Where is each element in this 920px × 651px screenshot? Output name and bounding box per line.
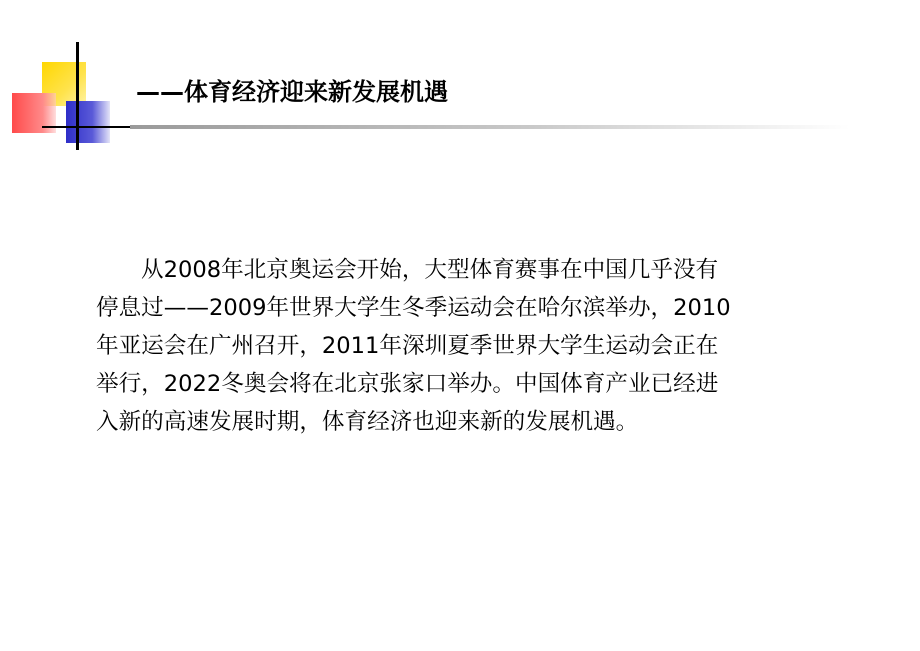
paragraph-line: 停息过——2009年世界大学生冬季运动会在哈尔滨举办，2010 — [96, 295, 731, 321]
title-underline-rule — [130, 125, 850, 129]
vertical-line — [76, 42, 79, 150]
paragraph-line: 从2008年北京奥运会开始，大型体育赛事在中国几乎没有 — [141, 257, 719, 283]
paragraph-line: 入新的高速发展时期，体育经济也迎来新的发展机遇。 — [96, 409, 639, 435]
slide-title: ——体育经济迎来新发展机遇 — [136, 78, 448, 106]
paragraph-line: 举行，2022冬奥会将在北京张家口举办。中国体育产业已经进 — [96, 371, 719, 397]
decorative-logo — [0, 0, 140, 160]
horizontal-line — [42, 126, 130, 128]
body-paragraph — [96, 251, 816, 441]
blue-square-shape — [66, 101, 110, 143]
paragraph-line: 年亚运会在广州召开，2011年深圳夏季世界大学生运动会正在 — [96, 333, 719, 359]
